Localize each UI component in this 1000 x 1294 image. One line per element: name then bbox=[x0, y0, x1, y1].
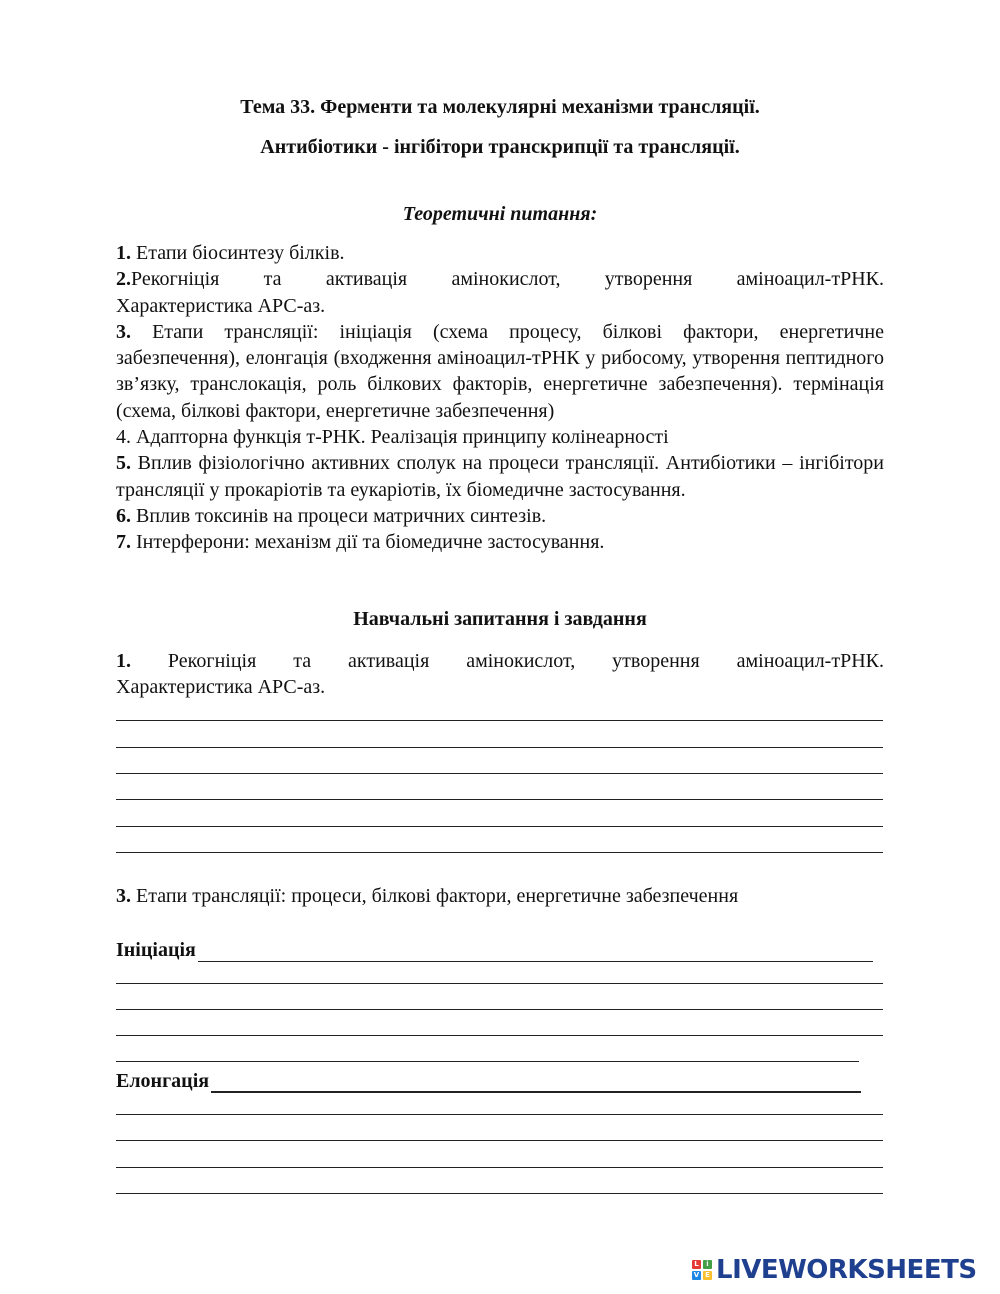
tasks-section-heading: Навчальні запитання і завдання bbox=[353, 608, 647, 630]
liveworksheets-logo bbox=[692, 1255, 977, 1285]
answer-line[interactable] bbox=[116, 1193, 883, 1194]
elongation-label: Елонгація bbox=[116, 1070, 210, 1092]
answer-line[interactable] bbox=[116, 1114, 883, 1115]
initiation-row bbox=[116, 938, 873, 962]
answer-line[interactable] bbox=[116, 1035, 883, 1036]
theory-section-heading: Теоретичні питання: bbox=[402, 203, 598, 225]
answer-line[interactable] bbox=[116, 773, 883, 774]
task-1-line-a: 1. Рекогніція та активація амінокислот, утворення аміноацил-тРНК. bbox=[116, 650, 884, 672]
theory-question-3: 3. Етапи трансляції: ініціація (схема процесу, білкові фактори, енергетичне забезпечення), елонгація (входження аміноацил-тРНК у рибосому, утворення пептидного зв’язку, транслокація, роль білкових факторів, енергетичне забезпечення). термінація (схема, білкові фактори, енергетичне забезпечення) bbox=[116, 320, 884, 422]
answer-line[interactable] bbox=[116, 826, 883, 827]
elongation-row bbox=[116, 1069, 861, 1093]
answer-line[interactable] bbox=[116, 983, 883, 984]
task-1-line-b: Характеристика АРС-аз. bbox=[116, 676, 326, 699]
theory-question-5: 5. Вплив фізіологічно активних сполук на процеси трансляції. Антибіотики – інгібітори трансляції у прокаріотів та еукаріотів, їх біомедичне застосування. bbox=[116, 452, 884, 501]
task-3-text: 3. Етапи трансляції: процеси, білкові фактори, енергетичне забезпечення bbox=[116, 885, 739, 907]
answer-line[interactable] bbox=[116, 1167, 883, 1168]
liveworksheets-logo-text: LIVEWORKSHEETS bbox=[716, 1255, 977, 1285]
initiation-label: Ініціація bbox=[116, 939, 196, 961]
answer-line[interactable] bbox=[116, 1140, 883, 1141]
elongation-answer-line[interactable] bbox=[211, 1073, 861, 1093]
task-1 bbox=[116, 648, 884, 701]
task-3 bbox=[116, 883, 884, 909]
answer-line[interactable] bbox=[116, 1009, 883, 1010]
theory-question-1: 1. Етапи біосинтезу білків. bbox=[116, 242, 345, 264]
theory-question-2-cont: Характеристика АРС-аз. bbox=[116, 294, 326, 317]
page-subtitle: Антибіотики - інгібітори транскрипції та трансляції. bbox=[260, 136, 740, 158]
answer-line[interactable] bbox=[116, 799, 883, 800]
answer-line[interactable] bbox=[116, 1061, 859, 1062]
theory-question-4: 4. Адапторна функція т-РНК. Реалізація принципу колінеарності bbox=[116, 426, 669, 449]
theory-question-2: 2.Рекогніція та активація амінокислот, утворення аміноацил-тРНК. bbox=[116, 268, 884, 291]
theory-question-6: 6. Вплив токсинів на процеси матричних синтезів. bbox=[116, 504, 547, 527]
answer-line[interactable] bbox=[116, 720, 883, 721]
initiation-answer-line[interactable] bbox=[198, 943, 873, 962]
page-title: Тема 33. Ферменти та молекулярні механізми трансляції. bbox=[240, 96, 760, 118]
answer-line[interactable] bbox=[116, 747, 883, 748]
liveworksheets-logo-icon: L i V E bbox=[692, 1260, 712, 1280]
theory-question-7: 7. Інтерферони: механізм дії та біомедичне застосування. bbox=[116, 531, 605, 554]
answer-line[interactable] bbox=[116, 852, 883, 853]
theory-questions bbox=[116, 240, 884, 556]
